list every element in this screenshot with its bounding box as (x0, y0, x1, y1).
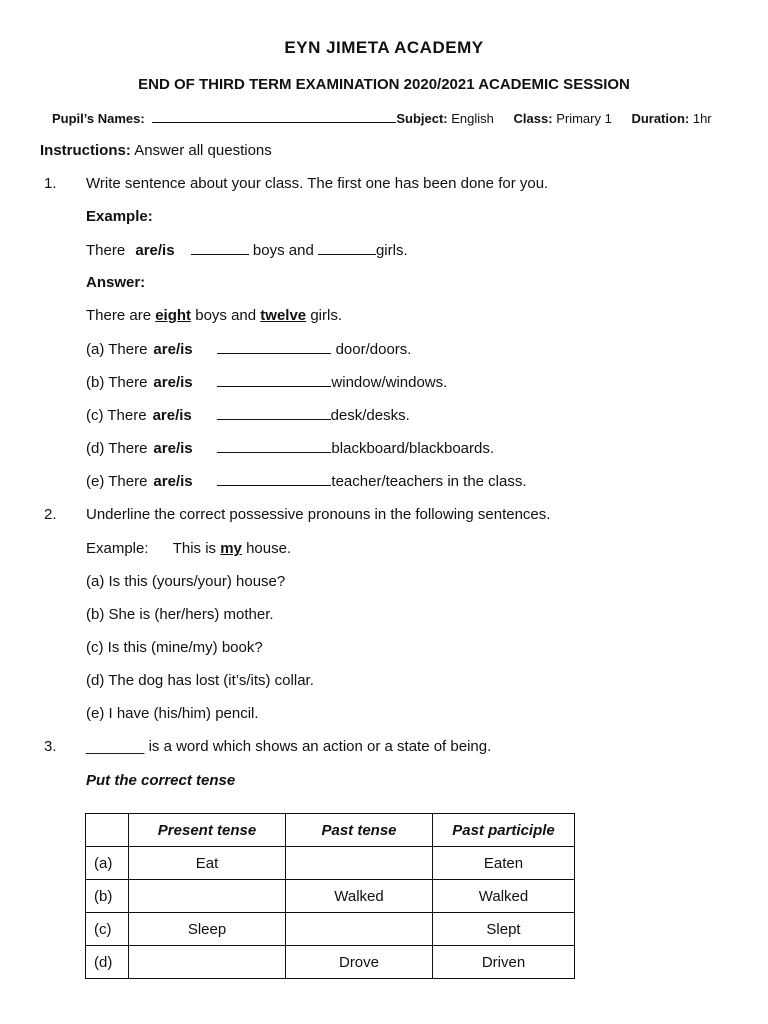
q1-answer-number2: twelve (260, 307, 307, 324)
q1-item-label: (a) There (86, 341, 148, 358)
instructions-text: Answer all questions (134, 142, 272, 159)
q1-item (86, 472, 527, 490)
q2-item: (d) The dog has lost (it’s/its) collar. (86, 672, 314, 689)
q2-example (86, 540, 291, 557)
q1-item-tail: desk/desks. (330, 407, 410, 424)
q1-item-tail: blackboard/blackboards. (331, 440, 495, 457)
q2-example-word: my (220, 540, 242, 557)
participle-cell[interactable]: Slept (433, 913, 575, 946)
q1-prompt: Write sentence about your class. The first one has been done for you. (86, 175, 549, 192)
row-label: (a) (86, 847, 129, 880)
q1-item-aux: are/is (153, 341, 193, 358)
class-label: Class: (513, 111, 553, 126)
q2-number: 2. (44, 506, 57, 523)
q1-answer-end: girls. (310, 307, 342, 324)
pupil-name-field[interactable] (152, 109, 396, 123)
q1-example-end: girls. (375, 242, 408, 259)
header-past-tense: Past tense (286, 814, 433, 847)
exam-title: END OF THIRD TERM EXAMINATION 2020/2021 ACADEMIC SESSION (138, 76, 630, 93)
q2-prompt: Underline the correct possessive pronouns in the following sentences. (86, 506, 551, 523)
present-cell[interactable] (129, 946, 286, 979)
q2-item: (b) She is (her/hers) mother. (86, 606, 274, 623)
q1-item-aux: are/is (153, 374, 193, 391)
pupil-info-row (52, 109, 712, 126)
duration-label: Duration: (631, 111, 690, 126)
q1-item-label: (d) There (86, 440, 148, 457)
instructions (40, 142, 272, 159)
present-cell[interactable]: Sleep (129, 913, 286, 946)
class-value: Primary 1 (556, 111, 612, 126)
q1-item-label: (b) There (86, 374, 148, 391)
q1-answer-number1: eight (155, 307, 192, 324)
participle-cell[interactable]: Walked (433, 880, 575, 913)
past-cell[interactable]: Walked (286, 880, 433, 913)
row-label: (b) (86, 880, 129, 913)
q1-item-aux: are/is (153, 440, 193, 457)
header-cell-blank (86, 814, 129, 847)
q2-item: (c) Is this (mine/my) book? (86, 639, 263, 656)
subject-label: Subject: (396, 111, 448, 126)
q1-example-mid: boys and (252, 242, 314, 259)
q1-item-tail: door/doors. (331, 341, 412, 358)
q1-answer-label: Answer: (86, 274, 146, 291)
school-name: EYN JIMETA ACADEMY (284, 38, 484, 57)
q1-number: 1. (44, 175, 57, 192)
q1-example-label: Example: (86, 208, 153, 225)
table-row (86, 880, 575, 913)
q3-blank[interactable]: _______ (86, 738, 145, 755)
present-cell[interactable] (129, 880, 286, 913)
q3-prompt: is a word which shows an action or a state of being. (148, 738, 492, 755)
q1-example-there: There (86, 242, 126, 259)
participle-cell[interactable]: Eaten (433, 847, 575, 880)
q2-item: (a) Is this (yours/your) house? (86, 573, 286, 590)
q1-item (86, 373, 447, 391)
q1-example (86, 241, 408, 259)
q1-example-aux: are/is (135, 242, 175, 259)
q1-example-blank2 (318, 241, 376, 255)
q1-item-blank[interactable] (217, 373, 331, 387)
pupil-name-label: Pupil’s Names: (52, 111, 145, 126)
table-row (86, 847, 575, 880)
q1-item-tail: teacher/teachers in the class. (331, 473, 527, 490)
q1-item-blank[interactable] (217, 340, 331, 354)
q2-item: (e) I have (his/him) pencil. (86, 705, 259, 722)
tense-table-header (86, 814, 575, 847)
tense-table (85, 813, 575, 979)
q1-item-blank[interactable] (217, 406, 331, 420)
q3-subheading: Put the correct tense (86, 772, 236, 789)
duration-value: 1hr (692, 111, 712, 126)
q1-answer-mid: boys and (195, 307, 257, 324)
q2-example-label: Example: (86, 540, 149, 557)
q1-example-blank (191, 241, 249, 255)
row-label: (c) (86, 913, 129, 946)
q1-item-blank[interactable] (217, 439, 331, 453)
q1-item-aux: are/is (153, 473, 193, 490)
table-row (86, 946, 575, 979)
present-cell[interactable]: Eat (129, 847, 286, 880)
row-label: (d) (86, 946, 129, 979)
q1-answer-start: There are (86, 307, 152, 324)
q1-item (86, 340, 411, 358)
q3-number: 3. (44, 738, 57, 755)
q1-item-aux: are/is (152, 407, 192, 424)
instructions-label: Instructions: (40, 142, 131, 159)
q2-example-start: This is (172, 540, 217, 557)
subject-value: English (451, 111, 494, 126)
past-cell[interactable] (286, 847, 433, 880)
q1-item-label: (e) There (86, 473, 148, 490)
q3-prompt-line (86, 738, 491, 755)
q1-item-blank[interactable] (217, 472, 331, 486)
table-row (86, 913, 575, 946)
header-past-participle: Past participle (433, 814, 575, 847)
q1-item-label: (c) There (86, 407, 147, 424)
past-cell[interactable] (286, 913, 433, 946)
participle-cell[interactable]: Driven (433, 946, 575, 979)
q1-item (86, 406, 410, 424)
q1-item (86, 439, 494, 457)
past-cell[interactable]: Drove (286, 946, 433, 979)
q1-answer (86, 307, 342, 324)
q1-item-tail: window/windows. (331, 374, 448, 391)
header-present-tense: Present tense (129, 814, 286, 847)
q2-example-end: house. (246, 540, 292, 557)
